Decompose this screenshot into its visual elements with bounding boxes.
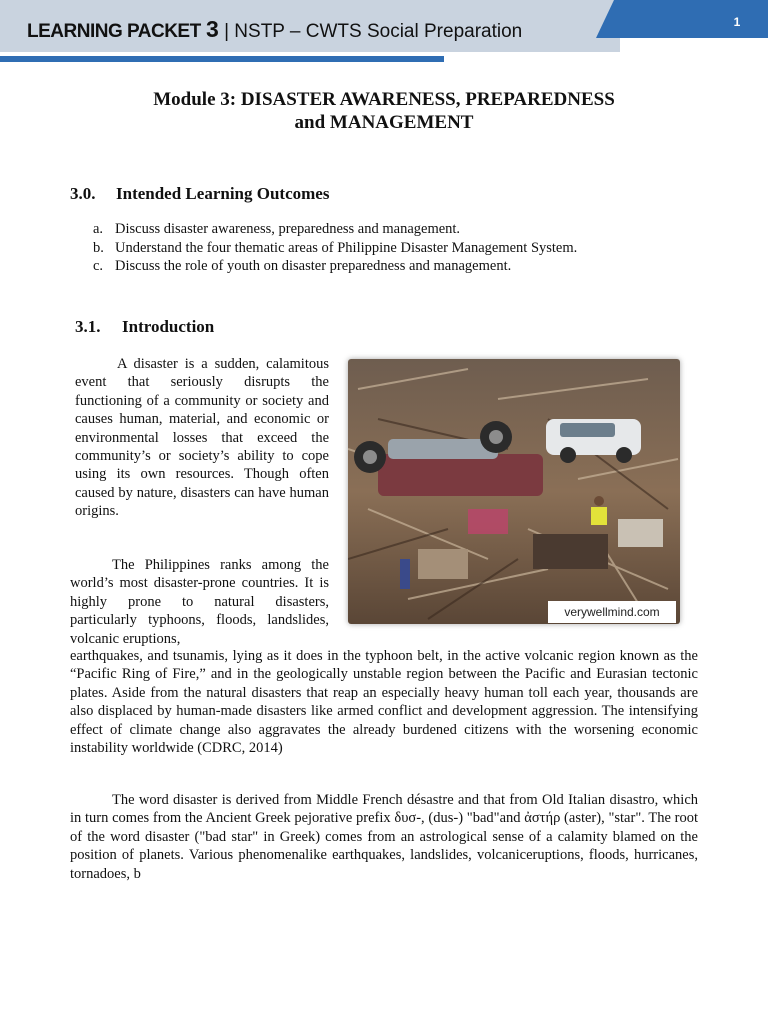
page-number: 1 xyxy=(733,15,741,29)
packet-label: LEARNING PACKET xyxy=(27,21,201,42)
outcome-text: Discuss disaster awareness, preparedness and management. xyxy=(115,221,461,237)
page-header xyxy=(0,0,768,64)
intro-paragraph-3: The word disaster is derived from Middle French désastre and that from Old Italian disastro, which in turn comes from the Ancient Greek pejorative prefix δυσ-, (dus-) "bad"and ἀστήρ (aster), "star". The root of the word disaster ("bad star" in Greek) comes from an astrological sense of a calamity blamed on the position of planets. Various phenomenalike earthquakes, landslides, volcaniceruptions, floods, hurricanes, tornadoes, b xyxy=(70,792,698,882)
outcome-item xyxy=(93,257,577,276)
section-number-outcomes: 3.0. xyxy=(70,184,96,203)
disaster-photo xyxy=(348,359,680,624)
course-subtitle: Social Preparation xyxy=(366,21,523,42)
header-separator: | xyxy=(224,21,230,42)
section-title-outcomes: Intended Learning Outcomes xyxy=(116,184,330,203)
module-title xyxy=(0,88,768,134)
outcome-marker: c. xyxy=(93,258,104,274)
module-title-line2: and MANAGEMENT xyxy=(294,112,474,133)
packet-number: 3 xyxy=(206,16,219,42)
header-accent-stripe xyxy=(0,56,444,62)
disaster-photo-illustration xyxy=(348,359,680,624)
section-title-introduction: Introduction xyxy=(122,317,215,336)
intro-paragraph-2-continued: earthquakes, and tsunamis, lying as it does in the typhoon belt, in the active volcanic region known as the “Pacific Ring of Fire,” and in the geologically unstable region between the Pacific and Eurasian tectonic plates. Aside from the natural disasters that reap an especially heavy human toll each year, thousands are also displaced by human-made disasters like armed conflict and development aggression. The intensifying effect of climate change also aggravates the already burdened citizens with the worsening economic instability worldwide (CDRC, 2014) xyxy=(70,648,698,757)
outcome-text: Discuss the role of youth on disaster preparedness and management. xyxy=(115,258,512,274)
outcome-marker: b. xyxy=(93,239,104,256)
image-credit: verywellmind.com xyxy=(548,601,676,623)
module-title-line1: Module 3: DISASTER AWARENESS, PREPAREDNESS xyxy=(153,89,615,110)
outcome-marker: a. xyxy=(93,221,104,237)
outcome-item xyxy=(93,220,577,239)
intro-paragraph-2-wrapped: The Philippines ranks among the world’s most disaster-prone countries. It is highly prone to natural disasters, particularly typhoons, floods, landslides, volcanic eruptions, xyxy=(70,557,329,647)
course-name: NSTP – CWTS xyxy=(234,21,362,42)
header-title xyxy=(27,16,522,43)
outcomes-list xyxy=(93,220,577,276)
outcome-item xyxy=(93,239,577,258)
outcome-text: Understand the four thematic areas of Philippine Disaster Management System. xyxy=(115,239,578,256)
intro-paragraph-1: A disaster is a sudden, calamitous event that seriously disrupts the functioning of a community or society and causes human, material, and economic or environmental losses that exceed the community’s or society’s ability to cope using its own resources. Though often caused by nature, disasters can have human origins. xyxy=(75,356,329,520)
section-number-introduction: 3.1. xyxy=(75,317,101,336)
